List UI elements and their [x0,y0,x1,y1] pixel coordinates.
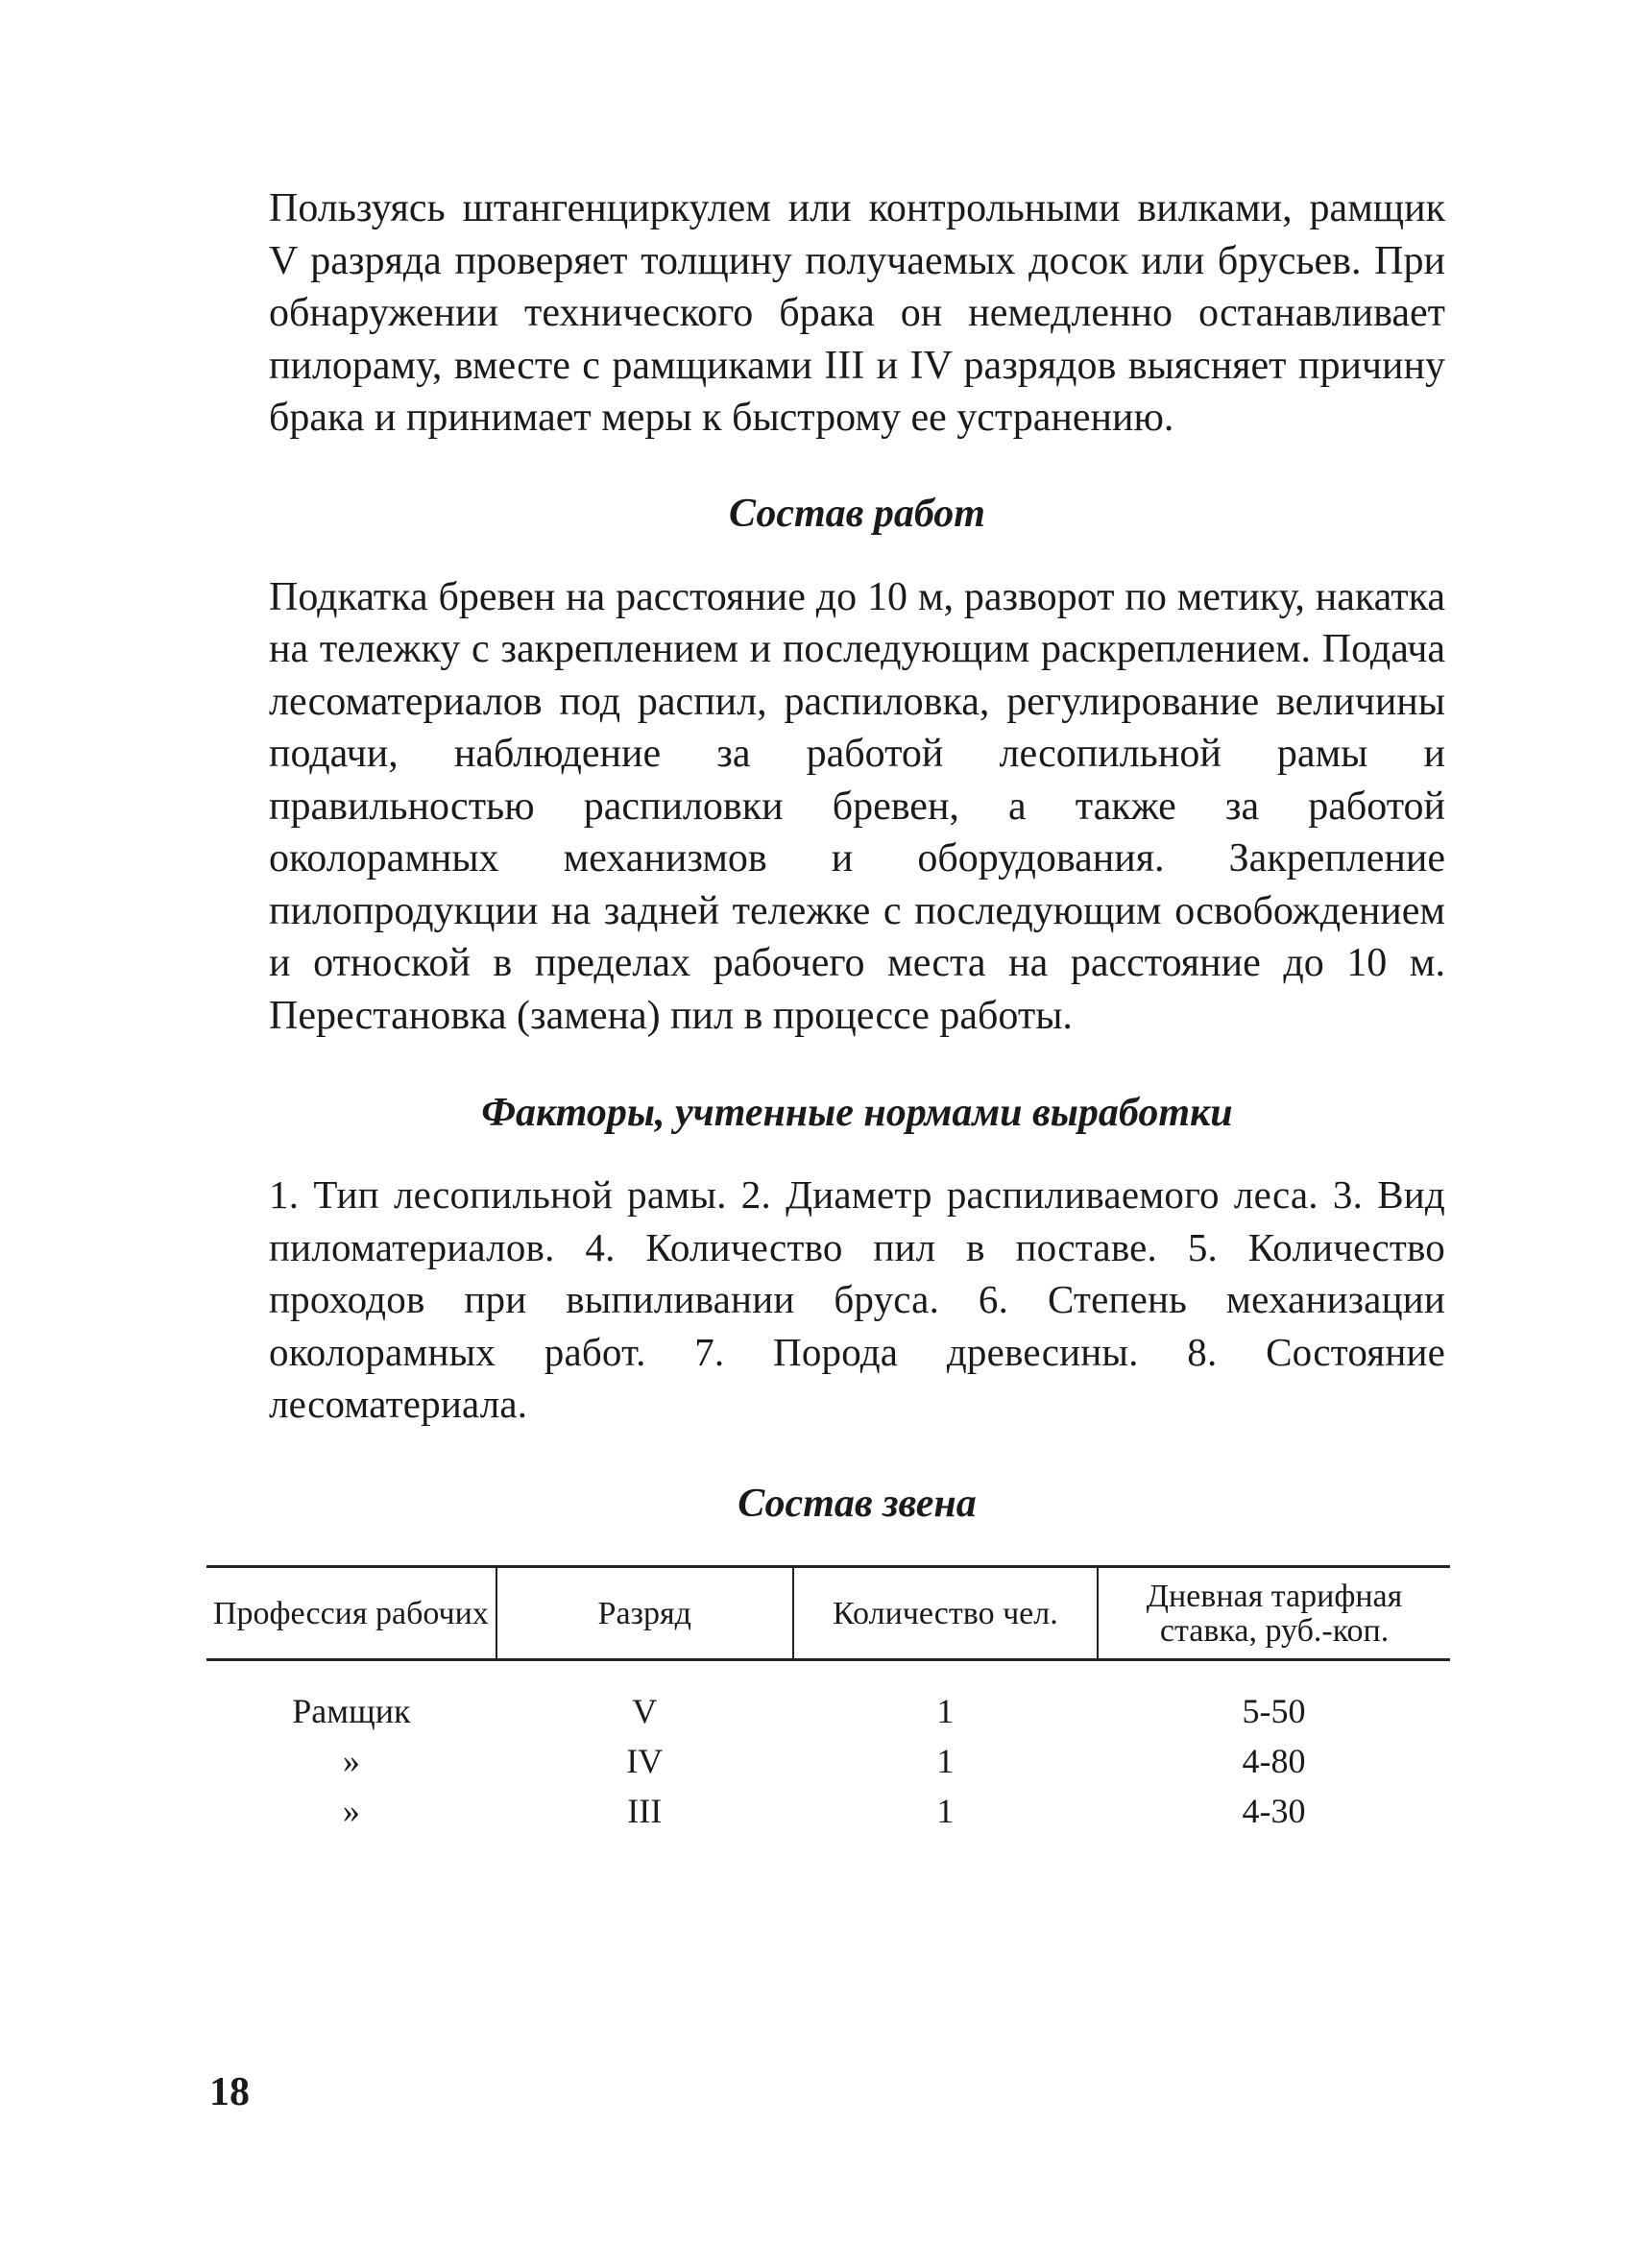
paragraph-work-composition: Подкатка бревен на расстояние до 10 м, разворот по метику, накатка на тележку с закреплением и последующим раскреплением. Подача лесоматериалов под распил, распиловка, регулирование величины подачи, наблюдение за работой лесопильной рамы и правильностью распиловки бревен, а также за работой околорамных механизмов и оборудования. Закрепление пилопродукции на задней тележке с последующим освобождением и отноской в пределах рабочего места на расстояние до 10 м. Перестановка (замена) пил в процессе работы. [269,574,1445,1038]
table-row [206,1736,1450,1786]
cell-count: 1 [936,1791,955,1830]
page-content [212,182,1445,1830]
cell-rate: 4-80 [1242,1741,1306,1780]
cell-grade: III [627,1791,663,1830]
cell-rate: 5-50 [1242,1691,1306,1730]
cell-grade: IV [626,1741,664,1780]
cell-grade: V [632,1691,658,1730]
crew-table [206,1565,1450,1836]
cell-profession: » [342,1741,360,1780]
page-number: 18 [209,2070,250,2114]
cell-rate: 4-30 [1242,1791,1306,1830]
heading-work-composition: Состав работ [729,491,985,536]
paragraph-factors: 1. Тип лесопильной рамы. 2. Диаметр распиливаемого леса. 3. Вид пиломатериалов. 4. Количество пил в поставе. 5. Количество проходов при выпиливании бруса. 6. Степень механизации околорамных работ. 7. Порода древесины. 8. Состояние лесоматериала. [269,1172,1445,1426]
header-grade: Разряд [496,1566,793,1659]
header-profession: Профессия рабочих [206,1566,496,1659]
cell-count: 1 [936,1691,955,1730]
header-count: Количество чел. [793,1566,1098,1659]
cell-profession: Рамщик [292,1691,411,1730]
heading-factors: Факторы, учтенные нормами выработки [481,1091,1233,1135]
heading-crew-composition: Состав звена [738,1481,977,1526]
cell-count: 1 [936,1741,955,1780]
table-row [206,1659,1450,1736]
header-rate: Дневная тарифная ставка, руб.-коп. [1098,1566,1450,1659]
table-header-row [206,1566,1450,1659]
table-row [206,1786,1450,1836]
cell-profession: » [342,1791,360,1830]
paragraph-inspection: Пользуясь штангенциркулем или контрольными вилками, рамщик V разряда проверяет толщину получаемых досок или брусьев. При обнаружении технического брака он немедленно останавливает пилораму, вместе с рамщиками III и IV разрядов выясняет причину брака и принимает меры к быстрому ее устранению. [269,186,1445,440]
